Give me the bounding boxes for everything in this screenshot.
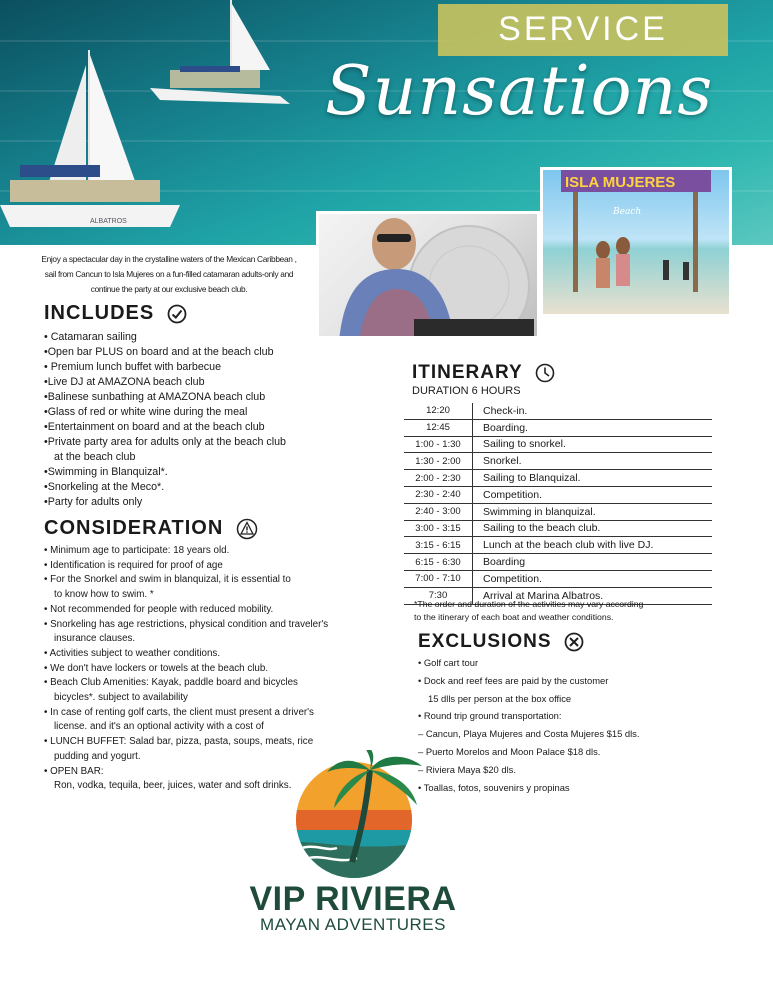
includes-item: • Catamaran sailing: [44, 331, 137, 343]
itinerary-activity: Arrival at Marina Albatros.: [473, 587, 713, 604]
itinerary-row: [404, 537, 712, 554]
exclusions-title: EXCLUSIONS: [418, 631, 552, 652]
includes-item: •Balinese sunbathing at AMAZONA beach club: [44, 391, 266, 403]
exclusion-item: • Dock and reef fees are paid by the customer: [418, 674, 609, 686]
consideration-item: insurance clauses.: [54, 633, 136, 645]
itinerary-time: 3:15 - 6:15: [404, 537, 473, 554]
intro-text: [24, 252, 314, 297]
consideration-item: • Beach Club Amenities: Kayak, paddle board and bicycles: [44, 677, 298, 689]
itinerary-time: 2:00 - 2:30: [404, 470, 473, 487]
exclusions-list: [418, 654, 708, 796]
itinerary-row: [404, 453, 712, 470]
itinerary-time: 2:30 - 2:40: [404, 486, 473, 503]
exclusions-heading: [418, 631, 584, 653]
itinerary-activity: Competition.: [473, 486, 713, 503]
consideration-item: • Identification is required for proof of age: [44, 559, 223, 571]
itinerary-time: 2:40 - 3:00: [404, 503, 473, 520]
isla-mujeres-photo: [540, 167, 732, 317]
itinerary-time: 12:45: [404, 419, 473, 436]
itinerary-title: ITINERARY: [412, 362, 523, 383]
itinerary-row: [404, 403, 712, 419]
includes-item: •Open bar PLUS on board and at the beach club: [44, 346, 274, 358]
itinerary-time: 6:15 - 6:30: [404, 554, 473, 571]
catamaran-albatros-image: [0, 45, 190, 245]
exclusion-item: • Toallas, fotos, souvenirs y propinas: [418, 781, 570, 793]
clock-icon: [535, 363, 555, 383]
includes-item: •Party for adults only: [44, 496, 143, 508]
itinerary-time: 12:20: [404, 403, 473, 419]
x-circle-icon: [564, 632, 584, 652]
logo-title: VIP RIVIERA: [249, 880, 457, 918]
consideration-heading: [44, 517, 258, 540]
itinerary-time: 1:00 - 1:30: [404, 436, 473, 453]
exclusion-item: • Golf cart tour: [418, 657, 479, 668]
itinerary-activity: Boarding: [473, 554, 713, 571]
consideration-item: Ron, vodka, tequila, beer, juices, water and soft drinks.: [54, 780, 292, 792]
intro-line-3: continue the party at our exclusive beach club.: [90, 284, 248, 294]
itinerary-time: 7:00 - 7:10: [404, 570, 473, 587]
itinerary-row: [404, 470, 712, 487]
exclusion-item: 15 dlls per person at the box office: [428, 692, 572, 704]
itinerary-time: 3:00 - 3:15: [404, 520, 473, 537]
includes-item: • Premium lunch buffet with barbecue: [44, 361, 222, 373]
exclusion-item: • Round trip ground transportation:: [418, 710, 562, 722]
includes-title: INCLUDES: [44, 302, 155, 324]
includes-item: •Glass of red or white wine during the meal: [44, 406, 248, 418]
consideration-item: • Snorkeling has age restrictions, physical condition and traveler's: [44, 618, 329, 630]
consideration-item: • Activities subject to weather conditions.: [44, 647, 221, 659]
exclusion-item: – Riviera Maya $20 dls.: [418, 763, 516, 775]
itinerary-row: [404, 570, 712, 587]
itinerary-row: [404, 436, 712, 453]
itinerary-table: [404, 403, 712, 605]
page-title: Sunsations: [325, 52, 714, 131]
consideration-item: • In case of renting golf carts, the client must present a driver's: [44, 706, 314, 718]
consideration-item: • We don't have lockers or towels at the beach club.: [44, 662, 269, 674]
itinerary-activity: Sailing to Blanquizal.: [473, 470, 713, 487]
boat-name: ALBATROS: [90, 218, 127, 225]
consideration-item: • Not recommended for people with reduced mobility.: [44, 603, 274, 615]
itinerary-activity: Check-in.: [473, 403, 713, 419]
consideration-item: license. and it's an optional activity with a cost of: [54, 721, 264, 733]
itinerary-activity: Sailing to the beach club.: [473, 520, 713, 537]
itinerary-row: [404, 503, 712, 520]
exclusion-item: – Puerto Morelos and Moon Palace $18 dls.: [418, 745, 601, 757]
logo-subtitle: MAYAN ADVENTURES: [260, 915, 446, 934]
sign-sub-text: Beach: [613, 207, 642, 217]
consideration-item: to know how to swim. *: [54, 589, 154, 601]
consideration-item: bicycles*. subject to availability: [54, 692, 188, 704]
consideration-item: • Minimum age to participate: 18 years old.: [44, 545, 230, 556]
dj-photo: [316, 211, 540, 339]
itinerary-note-line-1: *The order and duration of the activities may vary according: [414, 599, 644, 609]
itinerary-time: 7:30: [404, 587, 473, 604]
itinerary-activity: Lunch at the beach club with live DJ.: [473, 537, 713, 554]
includes-item: •Snorkeling at the Meco*.: [44, 481, 165, 493]
itinerary-heading: [412, 362, 555, 384]
itinerary-activity: Sailing to snorkel.: [473, 436, 713, 453]
intro-line-1: Enjoy a spectacular day in the crystalline waters of the Mexican Caribbean ,: [41, 254, 297, 264]
itinerary-activity: Boarding.: [473, 419, 713, 436]
check-circle-icon: [167, 304, 187, 324]
itinerary-activity: Competition.: [473, 570, 713, 587]
sign-text: ISLA MUJERES: [565, 174, 676, 191]
itinerary-row: [404, 554, 712, 571]
consideration-title: CONSIDERATION: [44, 517, 224, 539]
consideration-item: • OPEN BAR:: [44, 765, 104, 777]
includes-item: at the beach club: [54, 451, 136, 463]
itinerary-time: 1:30 - 2:00: [404, 453, 473, 470]
exclusion-item: – Cancun, Playa Mujeres and Costa Mujeres $15 dls.: [418, 728, 640, 740]
itinerary-row: [404, 419, 712, 436]
includes-list: [44, 330, 314, 510]
warning-icon: [236, 518, 258, 540]
intro-line-2: sail from Cancun to Isla Mujeres on a fun-filled catamaran adults-only and: [44, 269, 294, 279]
palm-sunset-logo-icon: [282, 750, 432, 880]
includes-item: •Private party area for adults only at the beach club: [44, 436, 286, 448]
consideration-item: pudding and yogurt.: [54, 750, 141, 762]
service-label: SERVICE: [498, 10, 668, 48]
itinerary-note-line-2: to the itinerary of each boat and weather conditions.: [414, 612, 614, 622]
includes-item: •Live DJ at AMAZONA beach club: [44, 376, 205, 388]
itinerary-duration: DURATION 6 HOURS: [412, 385, 521, 397]
itinerary-row: [404, 486, 712, 503]
consideration-item: • LUNCH BUFFET: Salad bar, pizza, pasta, soups, meats, rice: [44, 736, 314, 748]
consideration-item: • For the Snorkel and swim in blanquizal, it is essential to: [44, 574, 291, 586]
includes-item: •Swimming in Blanquizal*.: [44, 466, 168, 478]
itinerary-note: [414, 598, 714, 624]
includes-item: •Entertainment on board and at the beach club: [44, 421, 265, 433]
itinerary-activity: Snorkel.: [473, 453, 713, 470]
includes-heading: [44, 302, 187, 325]
itinerary-activity: Swimming in blanquizal.: [473, 503, 713, 520]
itinerary-row: [404, 520, 712, 537]
